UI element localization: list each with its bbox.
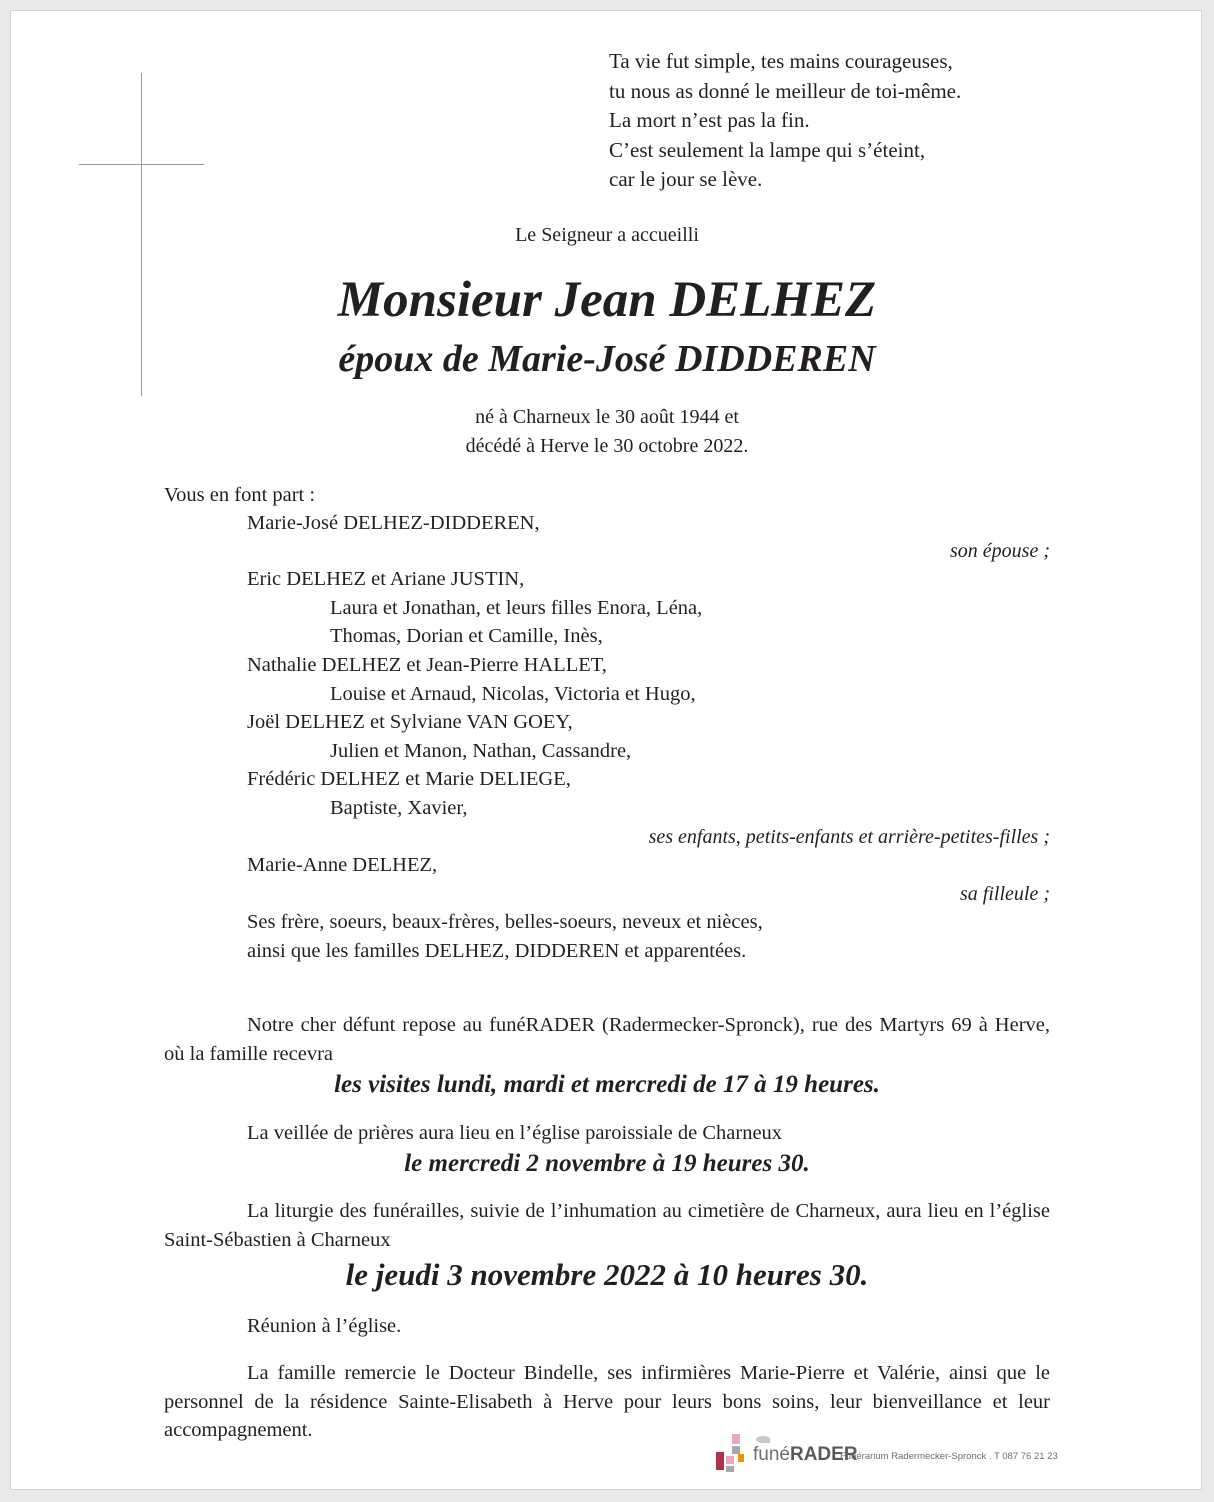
family-line: Thomas, Dorian et Camille, Inès, — [330, 625, 603, 647]
family-line: Joël DELHEZ et Sylviane VAN GOEY, — [247, 711, 573, 733]
vigil-text: La veillée de prières aura lieu en l’église paroissiale de Charneux — [247, 1122, 783, 1144]
family-line: Baptiste, Xavier, — [330, 797, 468, 819]
visits-line: les visites lundi, mardi et mercredi de 17 à 19 heures. — [334, 1071, 880, 1098]
family-line: Louise et Arnaud, Nicolas, Victoria et Hugo, — [330, 683, 696, 705]
cross-horizontal — [79, 164, 204, 165]
birth-line: né à Charneux le 30 août 1944 et — [475, 406, 739, 428]
family-line: Julien et Manon, Nathan, Cassandre, — [330, 740, 632, 762]
reunion-line: Réunion à l’église. — [247, 1315, 402, 1337]
family-line: Marie-Anne DELHEZ, — [247, 854, 438, 876]
poem — [609, 47, 961, 195]
funerader-logo — [716, 1434, 1056, 1476]
family-line: Frédéric DELHEZ et Marie DELIEGE, — [247, 768, 571, 790]
family-line: Laura et Jonathan, et leurs filles Enora, Léna, — [330, 597, 703, 619]
family-role: sa filleule ; — [960, 883, 1050, 905]
poem-line: C’est seulement la lampe qui s’éteint, — [609, 137, 926, 162]
family-line: Ses frère, soeurs, beaux-frères, belles-soeurs, neveux et nièces, — [247, 911, 763, 933]
poem-line: Ta vie fut simple, tes mains courageuses, — [609, 49, 953, 73]
funeral-paragraph: La liturgie des funérailles, suivie de l’inhumation au cimetière de Charneux, aura lieu en l’église Saint-Sébastien à Charneux — [164, 1200, 1050, 1251]
family-role: son épouse ; — [950, 540, 1050, 562]
family-line: Marie-José DELHEZ-DIDDEREN, — [247, 512, 540, 534]
poem-line: tu nous as donné le meilleur de toi-même. — [609, 78, 962, 103]
family-line: ainsi que les familles DELHEZ, DIDDEREN et apparentées. — [247, 940, 747, 962]
thanks-paragraph: La famille remercie le Docteur Bindelle, ses infirmières Marie-Pierre et Valérie, ainsi que le personnel de la résidence Sainte-Elisabeth à Herve pour leurs bons soins, leur bienveillance et leur accompagnement. — [164, 1362, 1050, 1441]
intro-line: Le Seigneur a accueilli — [515, 224, 699, 246]
logo-wordmark: funéRADER — [753, 1444, 858, 1465]
family-role: ses enfants, petits-enfants et arrière-petites-filles ; — [648, 826, 1050, 848]
death-line: décédé à Herve le 30 octobre 2022. — [465, 435, 749, 457]
spouse-line: époux de Marie-José DIDDEREN — [338, 338, 876, 380]
deceased-name: Monsieur Jean DELHEZ — [337, 272, 877, 328]
logo-contact: Funérarium Radermecker-Spronck . T 087 76 21 23 — [840, 1451, 1058, 1462]
family-line: Eric DELHEZ et Ariane JUSTIN, — [247, 568, 525, 590]
family-line: Nathalie DELHEZ et Jean-Pierre HALLET, — [247, 654, 607, 676]
life-dates — [0, 403, 1214, 461]
vigil-date: le mercredi 2 novembre à 19 heures 30. — [404, 1150, 810, 1177]
funeral-date: le jeudi 3 novembre 2022 à 10 heures 30. — [345, 1257, 869, 1292]
announce-label: Vous en font part : — [164, 484, 316, 506]
repose-paragraph: Notre cher défunt repose au funéRADER (Radermecker-Spronck), rue des Martyrs 69 à Herve, où la famille recevra — [164, 1014, 1050, 1065]
poem-line: La mort n’est pas la fin. — [609, 108, 810, 132]
poem-line: car le jour se lève. — [609, 167, 763, 191]
